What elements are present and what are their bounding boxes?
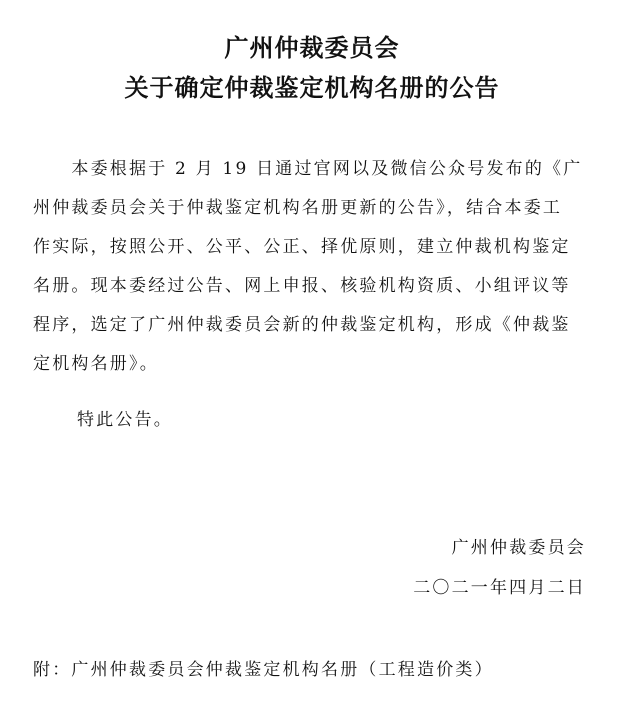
body-paragraph-1-line: 本委根据于 2 月 19 日通过官网以及微信公众号发布的《广 (33, 159, 583, 179)
document-title-line1: 广州仲裁委员会 (224, 34, 400, 62)
body-paragraph-2: 特此公告。 (77, 410, 173, 430)
body-paragraph-1-line: 州仲裁委员会关于仲裁鉴定机构名册更新的公告》，结合本委工 (33, 198, 563, 218)
signature-date: 二〇二一年四月二日 (413, 578, 586, 598)
attachment-note: 附：广州仲裁委员会仲裁鉴定机构名册（工程造价类） (33, 660, 494, 680)
signature-organization: 广州仲裁委员会 (451, 538, 586, 558)
body-paragraph-1 (33, 150, 589, 384)
body-paragraph-1-line: 定机构名册》。 (33, 354, 159, 374)
body-paragraph-1-line: 名册。现本委经过公告、网上申报、核验机构资质、小组评议等 (33, 276, 571, 296)
document-title-line2: 关于确定仲裁鉴定机构名册的公告 (124, 74, 500, 102)
body-paragraph-1-line: 程序，选定了广州仲裁委员会新的仲裁鉴定机构，形成《仲裁鉴 (33, 315, 571, 335)
body-paragraph-1-line: 作实际，按照公开、公平、公正、择优原则，建立仲裁机构鉴定 (33, 237, 571, 257)
